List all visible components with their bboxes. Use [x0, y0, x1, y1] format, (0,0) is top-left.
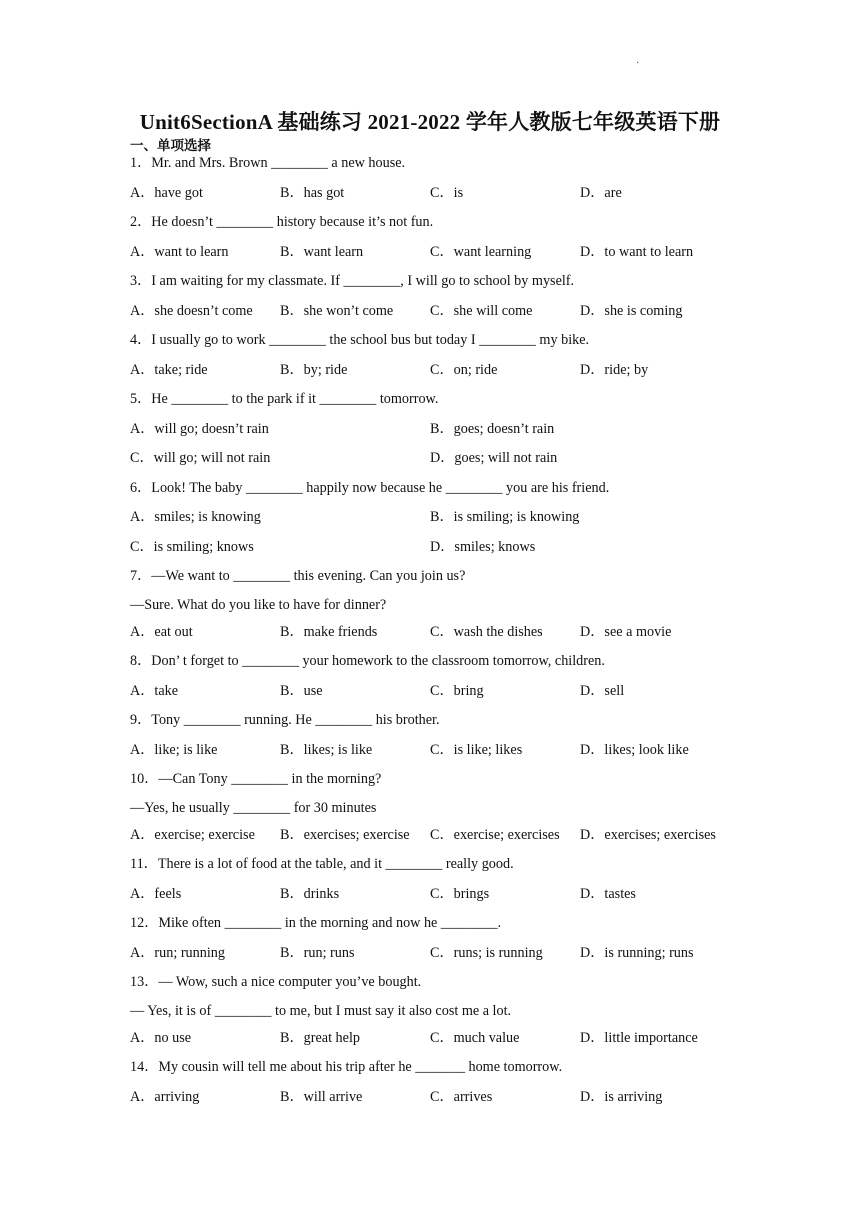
question-10-option-c: C．exercise; exercises [430, 827, 560, 843]
question-11-option-c: C．brings [430, 886, 490, 902]
question-3-option-c: C．she will come [430, 303, 533, 319]
question-5-text: 5．He ________ to the park if it ________ tomorrow. [130, 391, 439, 407]
question-11-option-a: A．feels [130, 886, 182, 902]
question-13-option-c: C．much value [430, 1030, 520, 1046]
question-13-text: 13．— Wow, such a nice computer you’ve bought. [130, 974, 422, 990]
question-2-option-d: D．to want to learn [580, 244, 694, 260]
question-11-option-b: B．drinks [280, 886, 340, 902]
question-14-option-d: D．is arriving [580, 1089, 663, 1105]
question-5-option-d: D．goes; will not rain [430, 450, 558, 466]
question-9-option-d: D．likes; look like [580, 742, 689, 758]
question-9-option-c: C．is like; likes [430, 742, 523, 758]
question-7-text-line-2: —Sure. What do you like to have for dinner? [130, 597, 387, 613]
question-4-option-d: D．ride; by [580, 362, 649, 378]
question-14-option-b: B．will arrive [280, 1089, 363, 1105]
question-10-option-a: A．exercise; exercise [130, 827, 255, 843]
question-14-option-c: C．arrives [430, 1089, 493, 1105]
question-6-option-c: C．is smiling; knows [130, 539, 254, 555]
question-8-option-b: B．use [280, 683, 323, 699]
question-9-option-b: B．likes; is like [280, 742, 373, 758]
question-4-option-c: C．on; ride [430, 362, 498, 378]
question-2-text: 2．He doesn’t ________ history because it’s not fun. [130, 214, 434, 230]
question-2-option-a: A．want to learn [130, 244, 229, 260]
question-12-option-b: B．run; runs [280, 945, 355, 961]
question-7-text: 7．—We want to ________ this evening. Can you join us? [130, 568, 466, 584]
header-mark: · [636, 58, 640, 69]
question-1-option-d: D．are [580, 185, 622, 201]
question-10-text: 10．—Can Tony ________ in the morning? [130, 771, 382, 787]
question-5-option-c: C．will go; will not rain [130, 450, 271, 466]
question-5-option-b: B．goes; doesn’t rain [430, 421, 555, 437]
question-6-option-a: A．smiles; is knowing [130, 509, 261, 525]
question-9-option-a: A．like; is like [130, 742, 218, 758]
question-1-option-a: A．have got [130, 185, 203, 201]
question-13-text-line-2: — Yes, it is of ________ to me, but I must say it also cost me a lot. [130, 1003, 512, 1019]
question-1-option-c: C．is [430, 185, 464, 201]
question-9-text: 9．Tony ________ running. He ________ his brother. [130, 712, 440, 728]
question-6-text: 6．Look! The baby ________ happily now because he ________ you are his friend. [130, 480, 610, 496]
question-7-option-c: C．wash the dishes [430, 624, 543, 640]
question-3-option-a: A．she doesn’t come [130, 303, 253, 319]
question-12-option-c: C．runs; is running [430, 945, 543, 961]
question-3-option-d: D．she is coming [580, 303, 683, 319]
question-3-option-b: B．she won’t come [280, 303, 394, 319]
question-7-option-a: A．eat out [130, 624, 193, 640]
question-1-text: 1．Mr. and Mrs. Brown ________ a new house. [130, 155, 406, 171]
question-13-option-b: B．great help [280, 1030, 360, 1046]
question-8-text: 8．Don’ t forget to ________ your homework to the classroom tomorrow, children. [130, 653, 605, 669]
section-heading: 一、单项选择 [130, 138, 211, 154]
question-3-text: 3．I am waiting for my classmate. If ________, I will go to school by myself. [130, 273, 575, 289]
question-4-text: 4．I usually go to work ________ the school bus but today I ________ my bike. [130, 332, 590, 348]
question-4-option-b: B．by; ride [280, 362, 348, 378]
page-title: Unit6SectionA 基础练习 2021-2022 学年人教版七年级英语下册 [139, 110, 721, 134]
question-14-option-a: A．arriving [130, 1089, 200, 1105]
question-10-option-b: B．exercises; exercise [280, 827, 410, 843]
question-12-text: 12．Mike often ________ in the morning and now he ________. [130, 915, 502, 931]
question-12-option-d: D．is running; runs [580, 945, 694, 961]
question-5-option-a: A．will go; doesn’t rain [130, 421, 269, 437]
question-8-option-a: A．take [130, 683, 179, 699]
question-7-option-b: B．make friends [280, 624, 378, 640]
question-7-option-d: D．see a movie [580, 624, 672, 640]
question-13-option-a: A．no use [130, 1030, 192, 1046]
question-13-option-d: D．little importance [580, 1030, 698, 1046]
question-1-option-b: B．has got [280, 185, 345, 201]
question-10-option-d: D．exercises; exercises [580, 827, 716, 843]
question-2-option-c: C．want learning [430, 244, 532, 260]
question-8-option-d: D．sell [580, 683, 625, 699]
question-6-option-d: D．smiles; knows [430, 539, 536, 555]
question-8-option-c: C．bring [430, 683, 484, 699]
question-2-option-b: B．want learn [280, 244, 364, 260]
question-10-text-line-2: —Yes, he usually ________ for 30 minutes [130, 800, 377, 816]
question-6-option-b: B．is smiling; is knowing [430, 509, 580, 525]
question-14-text: 14．My cousin will tell me about his trip after he _______ home tomorrow. [130, 1059, 563, 1075]
question-4-option-a: A．take; ride [130, 362, 208, 378]
question-12-option-a: A．run; running [130, 945, 225, 961]
question-11-text: 11．There is a lot of food at the table, and it ________ really good. [130, 856, 514, 872]
question-11-option-d: D．tastes [580, 886, 636, 902]
